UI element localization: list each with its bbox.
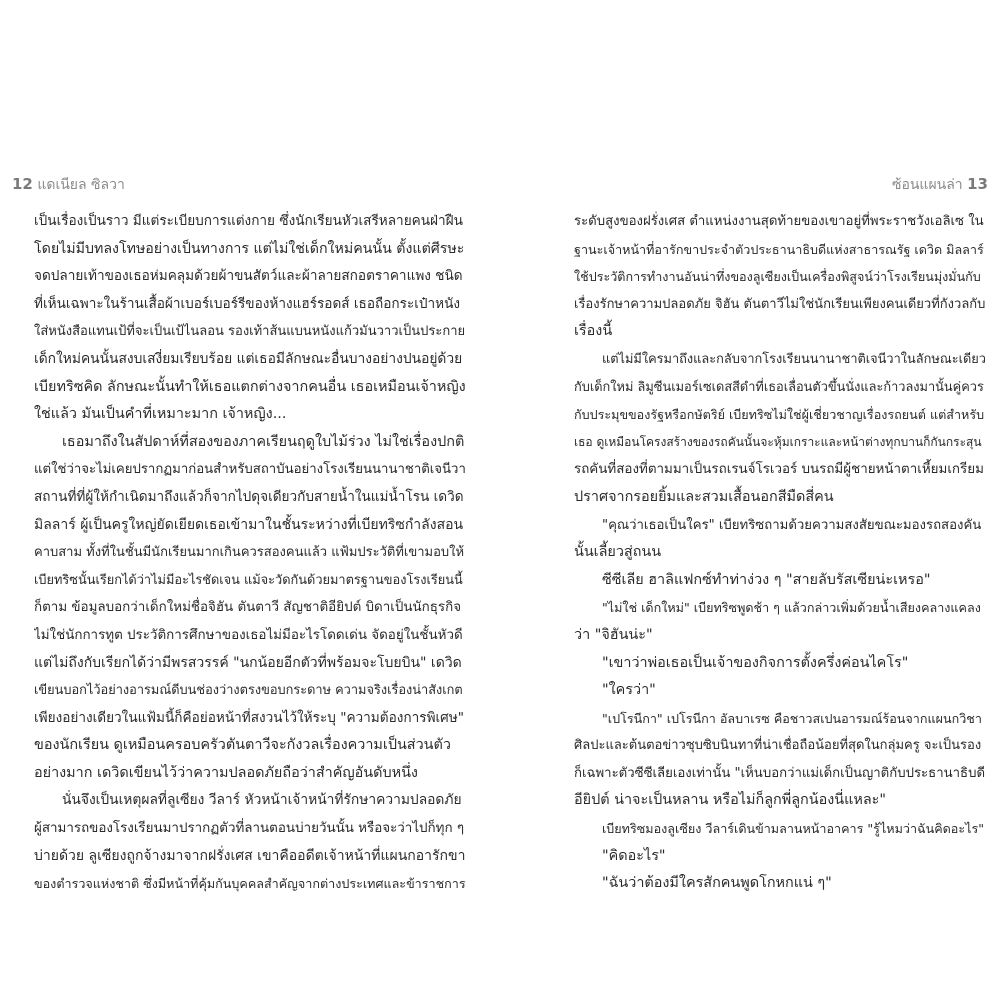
text-line: ของนักเรียน ดูเหมือนครอบครัวตันตาวีจะกังวลเรื่องความเป็นส่วนตัว [34, 737, 451, 754]
text-line: "คิดอะไร" [602, 847, 666, 864]
text-line: อย่างมาก เดวิดเขียนไว้ว่าความปลอดภัยถือว่าสำคัญอันดับหนึ่ง [34, 764, 418, 781]
text-line: ผู้สามารถของโรงเรียนมาปรากฏตัวที่ลานตอนบ่ายวันนั้น หรือจะว่าไปก็ทุก ๆ [34, 821, 465, 837]
text-line: เรื่องรักษาความปลอดภัย จิฮัน ตันตาวีไม่ใช่นักเรียนเพียงคนเดียวที่กังวลกับ [574, 296, 986, 312]
page-number: 13 [967, 175, 988, 193]
text-line: ไม่ใช่นักการทูต ประวัติการศึกษาของเธอไม่มีอะไรโดดเด่น จัดอยู่ในชั้นหัวดี [34, 627, 463, 643]
text-line: เธอ ดูเหมือนโครงสร้างของรถคันนั้นจะหุ้มเกราะและหน้าต่างทุกบานก็กันกระสุน [574, 434, 982, 449]
text-line: บ่ายด้วย ลูเซียงถูกจ้างมาจากฝรั่งเศส เขาคืออดีตเจ้าหน้าที่แผนกอารักขา [34, 847, 466, 864]
text-line: เธอมาถึงในสัปดาห์ที่สองของภาคเรียนฤดูใบไม้ร่วง ไม่ใช่เรื่องปกติ [62, 433, 465, 450]
text-line: อียิปต์ น่าจะเป็นหลาน หรือไม่ก็ลูกพี่ลูกน้องนี่แหละ" [574, 792, 887, 809]
text-line: มิลลาร์ ผู้เป็นครูใหญ่ยัดเยียดเธอเข้ามาในชั้นระหว่างที่เบียทริซกำลังสอน [34, 516, 464, 533]
running-head-author: แดเนียล ซิลวา [37, 177, 125, 193]
text-line: "เปโรนีกา" เปโรนีกา อัลบาเรซ คือชาวสเปนอารมณ์ร้อนจากแผนกวิชา [602, 710, 982, 726]
text-line: ใส่หนังสือแทนเป้ที่จะเป็นเป้ไนลอน รองเท้าส้นแบนหนังแก้วมันวาวเป็นประกาย [34, 324, 466, 340]
text-line: แต่ใช่ว่าจะไม่เคยปรากฏมาก่อนสำหรับสถาบันอย่างโรงเรียนนานาชาติเจนีวา [34, 462, 466, 478]
text-line: "คุณว่าเธอเป็นใคร" เบียทริซถามด้วยความสงสัยขณะมองรถสองคัน [602, 517, 982, 533]
left-body-text [34, 208, 466, 898]
right-running-header [892, 174, 988, 196]
page-number: 12 [12, 175, 33, 193]
text-line: "ฉันว่าต้องมีใครสักคนพูดโกหกแน่ ๆ" [602, 875, 832, 892]
text-line: สถานที่ที่ผู้ให้กำเนิดมาถึงแล้วก็จากไปดุจเดียวกับสายน้ำในแม่น้ำโรน เดวิด [34, 488, 464, 505]
text-line: ศิลปะและต้นตอข่าวซุบซิบนินทาที่น่าเชื่อถือน้อยที่สุดในกลุ่มครู จะเป็นรอง [574, 738, 982, 754]
text-line: กับเด็กใหม่ ลิมูซีนเมอร์เซเดสสีดำที่เธอเลื่อนตัวขึ้นนั่งและก้าวลงมานั้นคู่ควร [574, 379, 984, 395]
text-line: ระดับสูงของฝรั่งเศส ตำแหน่งงานสุดท้ายของเขาอยู่ที่พระราชวังเอลิเซ ใน [574, 214, 984, 229]
text-line: เด็กใหม่คนนั้นสงบเสงี่ยมเรียบร้อย แต่เธอมีลักษณะอื่นบางอย่างปนอยู่ด้วย [34, 350, 463, 367]
text-line: เบียทริซนั้นเรียกได้ว่าไม่มีอะไรชัดเจน แม้จะวัดกันด้วยมาตรฐานของโรงเรียนนี้ [34, 572, 463, 588]
text-line: นั้นเลี้ยวสู่ถนน [574, 544, 662, 561]
text-line: เบียทริซคิด ลักษณะนั้นทำให้เธอแตกต่างจากคนอื่น เธอเหมือนเจ้าหญิง [34, 378, 466, 395]
text-line: เรื่องนี้ [574, 323, 613, 340]
text-line: แต่ไม่ถึงกับเรียกได้ว่ามีพรสวรรค์ "นกน้อยอีกตัวที่พร้อมจะโบยบิน" เดวิด [34, 654, 462, 671]
text-line: เบียทริซมองลูเซียง วีลาร์เดินข้ามลานหน้าอาคาร "รู้ไหมว่าฉันคิดอะไร" [602, 821, 985, 837]
text-line: แต่ไม่มีใครมาถึงและกลับจากโรงเรียนนานาชาติเจนีวาในลักษณะเดียว [602, 351, 986, 367]
text-line: "เขาว่าพ่อเธอเป็นเจ้าของกิจการตั้งครึ่งค่อนไคโร" [602, 654, 909, 671]
right-page [500, 0, 1000, 1000]
text-line: ใช้ประวัติการทำงานอันน่าทึ่งของลูเซียงเป็นเครื่องพิสูจน์ว่าโรงเรียนมุ่งมั่นกับ [574, 269, 981, 285]
text-line: รถคันที่สองที่ตามมาเป็นรถเรนจ์โรเวอร์ บนรถมีผู้ชายหน้าตาเหี้ยมเกรียม [574, 462, 984, 478]
text-line: ใช่แล้ว มันเป็นคำที่เหมาะมาก เจ้าหญิง... [34, 406, 287, 423]
text-line: ว่า "จิฮันน่ะ" [574, 626, 653, 643]
text-line: จดปลายเท้าของเธอห่มคลุมด้วยผ้าขนสัตว์และผ้าลายสกอตราคาแพง ชนิด [34, 268, 463, 285]
text-line: นั่นจึงเป็นเหตุผลที่ลูเซียง วีลาร์ หัวหน้าเจ้าหน้าที่รักษาความปลอดภัย [62, 792, 462, 809]
text-line: ก็ตาม ข้อมูลบอกว่าเด็กใหม่ชื่อจิฮัน ตันตาวี สัญชาติอียิปต์ บิดาเป็นนักธุรกิจ [34, 600, 462, 616]
text-line: คาบสาม ทั้งที่ในชั้นมีนักเรียนมากเกินควรสองคนแล้ว แฟ้มประวัติที่เขามอบให้ [34, 545, 465, 561]
text-line: เพียงอย่างเดียวในแฟ้มนี้ก็คือย่อหน้าที่สงวนไว้ให้ระบุ "ความต้องการพิเศษ" [34, 709, 465, 726]
text-line: ของตำรวจแห่งชาติ ซึ่งมีหน้าที่คุ้มกันบุคคลสำคัญจากต่างประเทศและข้าราชการ [34, 876, 466, 892]
text-line: "ใครว่า" [602, 682, 656, 699]
text-line: โดยไม่มีบทลงโทษอย่างเป็นทางการ แต่ไม่ใช่เด็กใหม่คนนั้น ตั้งแต่ศีรษะ [34, 240, 465, 257]
text-line: ก็เฉพาะตัวซีซีเลียเองเท่านั้น "เห็นบอกว่าแม่เด็กเป็นญาติกับประธานาธิบดี [574, 765, 986, 781]
right-body-text [574, 208, 986, 898]
text-line: ฐานะเจ้าหน้าที่อารักขาประจำตัวประธานาธิบดีแห่งสาธารณรัฐ เดวิด มิลลาร์ [574, 241, 984, 257]
running-head-title: ซ้อนแผนล่า [891, 177, 963, 193]
text-line: เป็นเรื่องเป็นราว มีแต่ระเบียบการแต่งกาย ซึ่งนักเรียนหัวเสรีหลายคนฝ่าฝืน [34, 213, 463, 229]
text-line: เขียนบอกไว้อย่างอารมณ์ดีบนช่องว่างตรงขอบกระดาษ ความจริงเรื่องน่าสังเกต [34, 683, 463, 699]
text-line: ซีซีเลีย ฮาลิแฟกซ์ทำท่าง่วง ๆ "สายลับรัสเซียน่ะเหรอ" [602, 571, 931, 588]
text-line: ปราศจากรอยยิ้มและสวมเสื้อนอกสีมืดสี่คน [574, 488, 834, 505]
text-line: "ไม่ใช่ เด็กใหม่" เบียทริซพูดช้า ๆ แล้วกล่าวเพิ่มด้วยน้ำเสียงคลางแคลง [602, 600, 981, 616]
left-running-header [12, 174, 125, 196]
text-line: ที่เห็นเฉพาะในร้านเสื้อผ้าเบอร์เบอร์รีของห้างแฮร์รอดส์ เธอถือกระเป๋าหนัง [34, 295, 461, 312]
text-line: กับประมุขของรัฐหรือกษัตริย์ เบียทริซไม่ใช่ผู้เชี่ยวชาญเรื่องรถยนต์ แต่สำหรับ [574, 407, 985, 423]
